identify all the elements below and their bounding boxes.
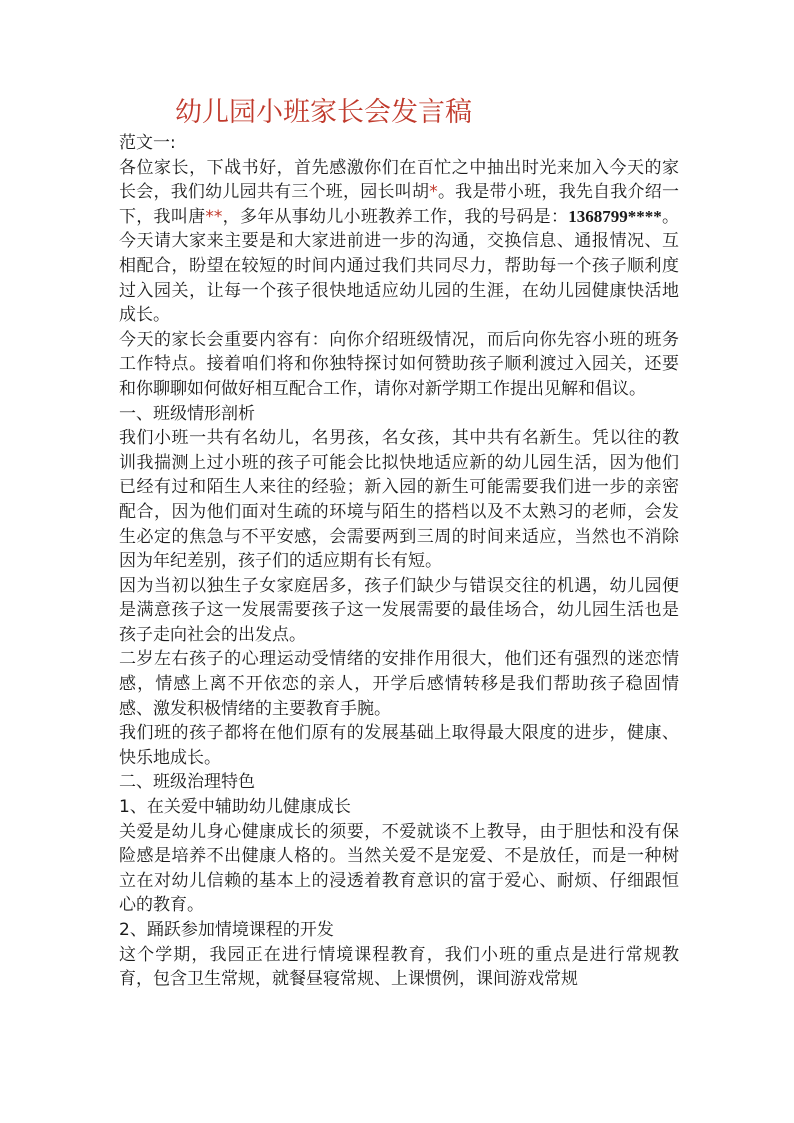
- subsection-heading-2: 2、踊跃参加情境课程的开发: [119, 920, 334, 940]
- phone-number: 1368799****: [568, 206, 662, 226]
- document-body: [119, 131, 679, 992]
- greeting-text-a: 各位家长，下战书好，首先感激你们在百忙之中抽出时光来加入今天的家长会，我们幼儿园共有三个班，园长叫胡: [119, 157, 679, 203]
- document-title: 幼儿园小班家长会发言稿: [175, 97, 472, 128]
- sample-label: 范文一:: [119, 133, 176, 153]
- paragraph-care: 关爱是幼儿身心健康成长的须要，不爱就谈不上教导，由于胆怯和没有保险感是培养不出健康人格的。当然关爱不是宠爱、不是放任，而是一种树立在对幼儿信赖的基本上的浸透着教育意识的富于爱心、耐烦、仔细跟恒心的教育。: [119, 821, 679, 916]
- masked-name-2: **: [205, 206, 223, 227]
- greeting-text-d: 。今天请大家来主要是和大家进前进一步的沟通，交换信息、通报情况、互相配合，盼望在较短的时间内通过我们共同尽力，帮助每一个孩子顺利度过入园关，让每一个孩子很快地适应幼儿园的生涯，在幼儿园健康快活地成长。: [119, 206, 680, 326]
- paragraph-greeting: [119, 156, 679, 328]
- section-heading-1: 一、班级情形剖析: [119, 403, 255, 424]
- paragraph-emotion: 二岁左右孩子的心理运动受情绪的安排作用很大，他们还有强烈的迷恋情感，情感上离不开依恋的亲人，开学后感情转移是我们帮助孩子稳固情感、激发积极情绪的主要教育手腕。: [119, 649, 679, 719]
- paragraph-only-child: 因为当初以独生子女家庭居多，孩子们缺少与错误交往的机遇，幼儿园便是满意孩子这一发展需要孩子这一发展需要的最佳场合，幼儿园生活也是孩子走向社会的出发点。: [119, 575, 679, 645]
- paragraph-curriculum: 这个学期，我园正在进行情境课程教育，我们小班的重点是进行常规教育，包含卫生常规，就餐昼寝常规、上课惯例，课间游戏常规: [119, 944, 679, 990]
- section-heading-2: 二、班级治理特色: [119, 772, 255, 793]
- subsection-heading-1: 1、在关爱中辅助幼儿健康成长: [119, 797, 351, 818]
- masked-name-1: *: [429, 182, 438, 203]
- paragraph-class-analysis: 我们小班一共有名幼儿，名男孩，名女孩，其中共有名新生。凭以往的教训我揣测上过小班的孩子可能会比拟快地适应新的幼儿园生活，因为他们已经有过和陌生人来往的经验；新入园的新生可能需要我们进一步的亲密配合，因为他们面对生疏的环境与陌生的搭档以及不太熟习的老师，会发生必定的焦急与不平安感，会需要两到三周的时间来适应，当然也不消除因为年纪差别，孩子们的适应期有长有短。: [119, 428, 679, 572]
- paragraph-agenda: 今天的家长会重要内容有：向你介绍班级情况，而后向你先容小班的班务工作特点。接着咱们将和你独特探讨如何赞助孩子顺利渡过入园关，还要和你聊聊如何做好相互配合工作，请你对新学期工作提出见解和倡议。: [119, 329, 679, 399]
- paragraph-progress: 我们班的孩子都将在他们原有的发展基础上取得最大限度的进步，健康、快乐地成长。: [119, 723, 679, 768]
- greeting-text-c: ，多年从事幼儿小班教养工作，我的号码是：: [222, 206, 569, 227]
- greeting-text-b: 。我是带小班，我先自我介绍一下，我叫唐: [119, 182, 679, 227]
